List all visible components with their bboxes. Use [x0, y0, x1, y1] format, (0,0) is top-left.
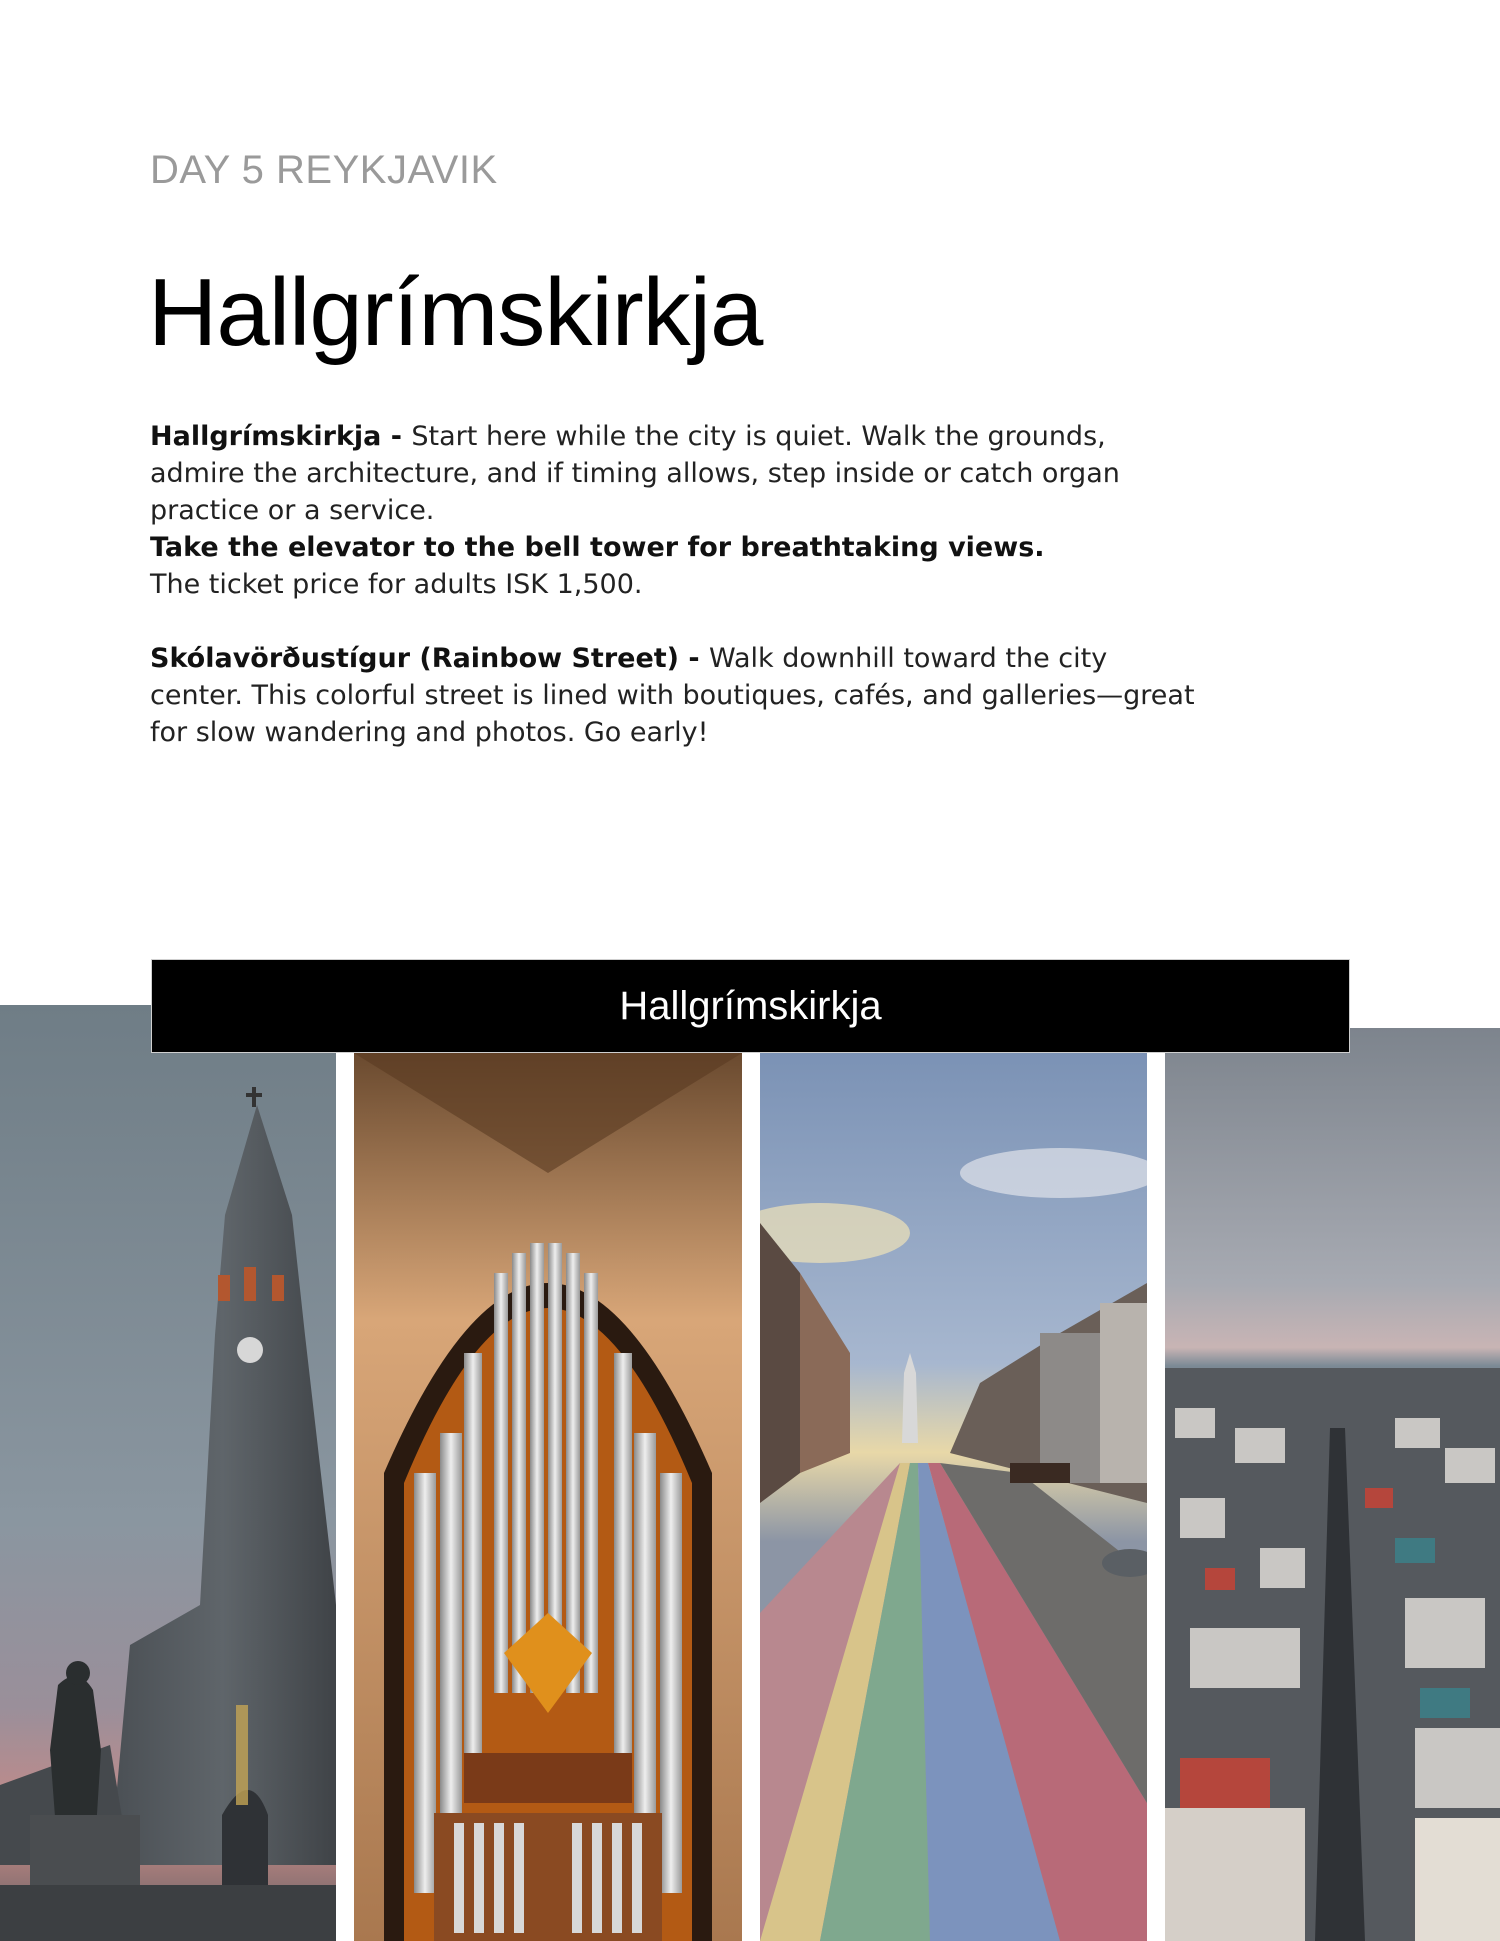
ticket-price: The ticket price for adults ISK 1,500.: [150, 569, 643, 600]
rainbow-street-photo: [760, 1053, 1147, 1941]
rainbow-street-image: [760, 1053, 1147, 1941]
church-exterior-image: [0, 1005, 336, 1941]
photo-section-banner: [151, 959, 1350, 1053]
paragraph-hallgrimskirkja: [150, 418, 1200, 529]
rainbow-street-description: Walk downhill toward the city center. This colorful street is lined with boutiques, cafés, and galleries—great for slow wandering and photos. Go early!: [150, 643, 1195, 748]
hallgrimskirkja-description: Start here while the city is quiet. Walk the grounds, admire the architecture, and if timing allows, step inside or catch organ practice or a service.: [150, 421, 1120, 526]
itinerary-text: [150, 418, 1200, 751]
pipe-organ-image: [354, 1053, 742, 1941]
day-label: DAY 5 REYKJAVIK: [150, 148, 498, 192]
rainbow-street-heading: Skólavörðustígur (Rainbow Street) -: [150, 643, 710, 674]
city-aerial-image: [1165, 1028, 1500, 1941]
city-aerial-photo: [1165, 1028, 1500, 1941]
church-exterior-photo: [0, 1005, 336, 1941]
elevator-tip-text: Take the elevator to the bell tower for breathtaking views.: [150, 532, 1045, 563]
page-title: Hallgrímskirkja: [148, 259, 763, 366]
hallgrimskirkja-heading: Hallgrímskirkja -: [150, 421, 412, 452]
banner-label: Hallgrímskirkja: [619, 983, 882, 1028]
elevator-tip: [150, 529, 1200, 566]
pipe-organ-photo: [354, 1053, 742, 1941]
paragraph-rainbow-street: [150, 640, 1200, 751]
